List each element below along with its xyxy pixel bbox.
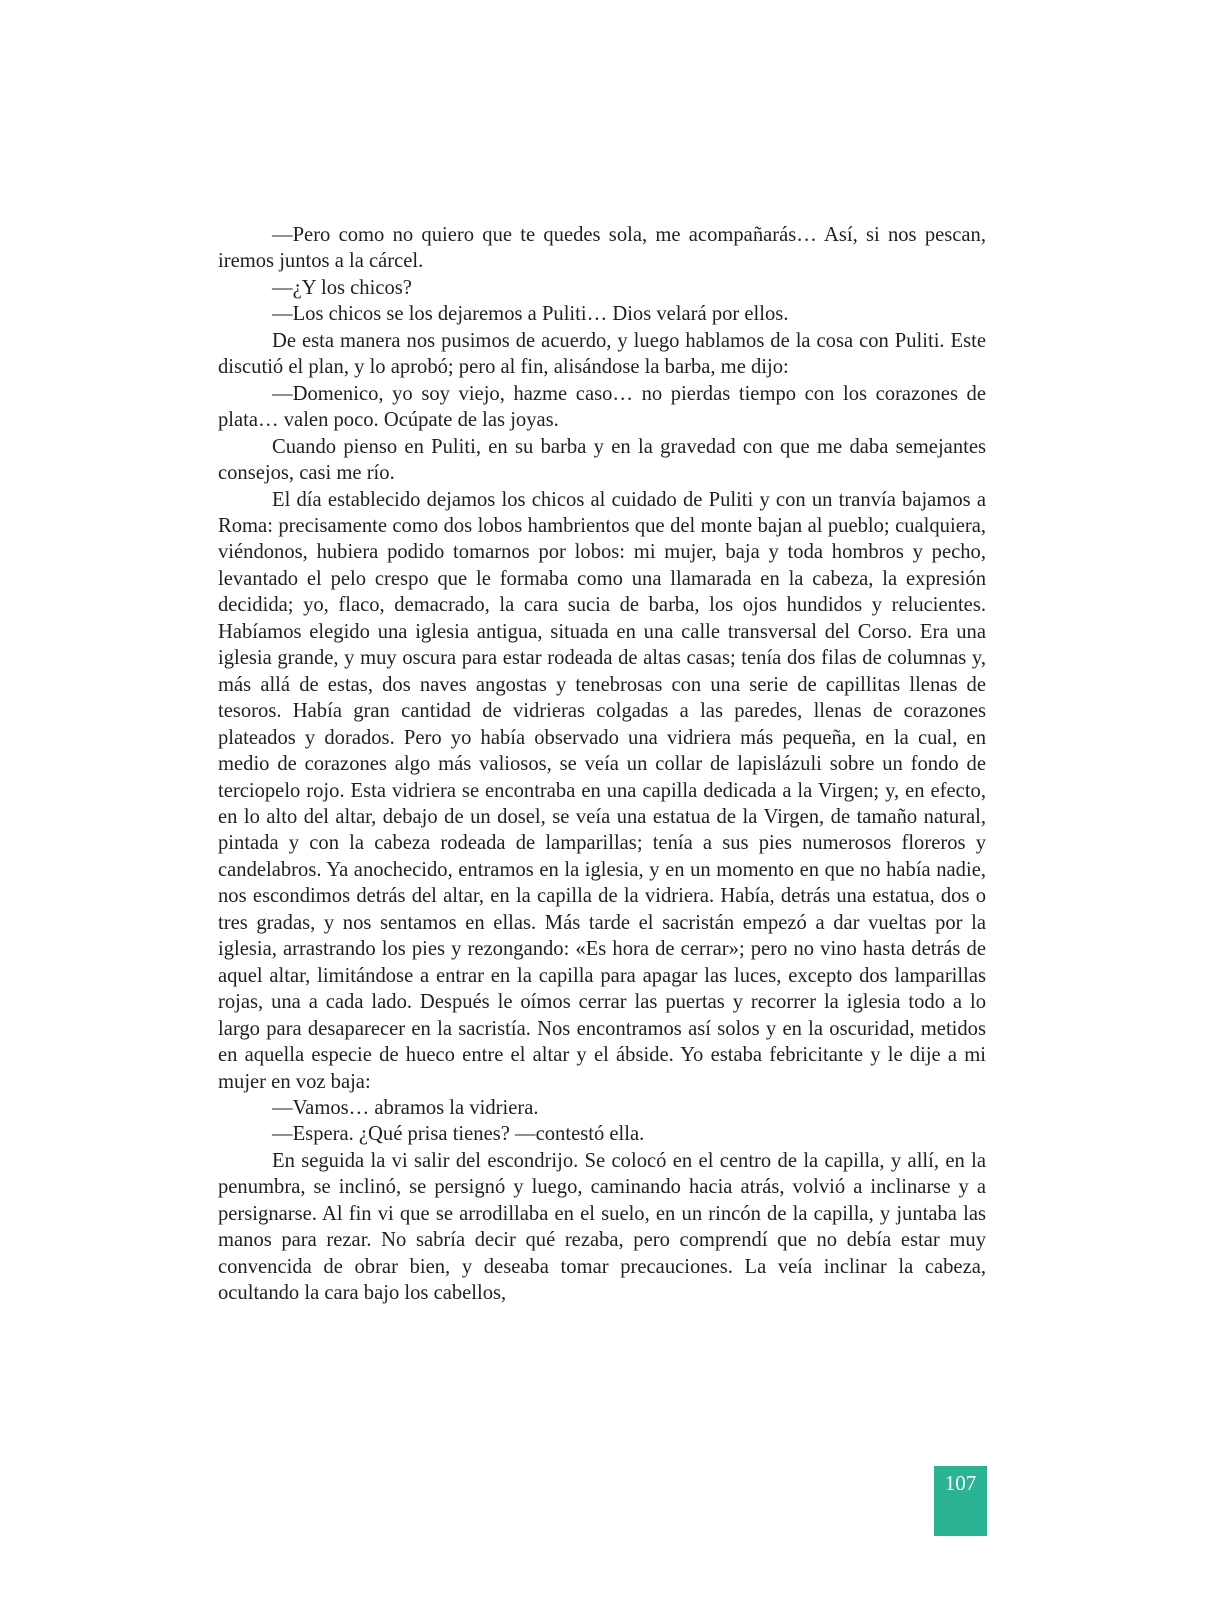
- paragraph: —Domenico, yo soy viejo, hazme caso… no pierdas tiempo con los corazones de plata… valen poco. Ocúpate de las joyas.: [218, 382, 986, 432]
- page-number: 107: [944, 1471, 977, 1495]
- paragraph: —¿Y los chicos?: [272, 276, 412, 299]
- page-number-badge: [934, 1466, 987, 1536]
- paragraph: Cuando pienso en Puliti, en su barba y en la gravedad con que me daba semejantes consejos, casi me río.: [218, 435, 986, 485]
- paragraph: —Pero como no quiero que te quedes sola, me acompañarás… Así, si nos pescan, iremos juntos a la cárcel.: [218, 224, 986, 273]
- paragraph: —Vamos… abramos la vidriera.: [272, 1096, 539, 1119]
- body-text: [218, 222, 986, 1307]
- paragraph: El día establecido dejamos los chicos al cuidado de Puliti y con un tranvía bajamos a Roma: precisamente como dos lobos hambrientos que del monte bajan al pueblo; cualquiera, viéndonos, hubiera podido tomarnos por lobos: mi mujer, baja y toda hombros y pecho, levantado el pelo crespo que le formaba como una llamarada en la cabeza, la expresión decidida; yo, flaco, demacrado, la cara sucia de barba, los ojos hundidos y relucientes. Habíamos elegido una iglesia antigua, situada en una calle transversal del Corso. Era una iglesia grande, y muy oscura para estar rodeada de altas casas; tenía dos filas de columnas y, más allá de estas, dos naves angostas y tenebrosas con una serie de capillitas llenas de tesoros. Había gran cantidad de vidrieras colgadas a las paredes, llenas de corazones plateados y dorados. Pero yo había observado una vidriera más pequeña, en la cual, en medio de corazones algo más valiosos, se veía un collar de lapislázuli sobre un fondo de terciopelo rojo. Esta vidriera se encontraba en una capilla dedicada a la Virgen; y, en efecto, en lo alto del altar, debajo de un dosel, se veía una estatua de la Virgen, de tamaño natural, pintada y con la cabeza rodeada de lamparillas; tenía a sus pies numerosos floreros y candelabros. Ya anochecido, entramos en la iglesia, y en un momento en que no había nadie, nos escondimos detrás del altar, en la capilla de la vidriera. Había, detrás una estatua, dos o tres gradas, y nos sentamos en ellas. Más tarde el sacristán empezó a dar vueltas por la iglesia, arrastrando los pies y rezongando: «Es hora de cerrar»; pero no vino hasta detrás de aquel altar, limitándose a entrar en la capilla para apagar las luces, excepto dos lamparillas rojas, una a cada lado. Después le oímos cerrar las puertas y recorrer la iglesia todo a lo largo para desaparecer en la sacristía. Nos encontramos así solos y en la oscuridad, metidos en aquella especie de hueco entre el altar y el ábside. Yo estaba febricitante y le dije a mi mujer en voz baja:: [218, 488, 986, 1093]
- paragraph: —Espera. ¿Qué prisa tienes? —contestó ella.: [272, 1123, 645, 1146]
- paragraph: De esta manera nos pusimos de acuerdo, y luego hablamos de la cosa con Puliti. Este discutió el plan, y lo aprobó; pero al fin, alisándose la barba, me dijo:: [218, 329, 986, 379]
- paragraph: —Los chicos se los dejaremos a Puliti… Dios velará por ellos.: [272, 303, 789, 326]
- paragraph: En seguida la vi salir del escondrijo. Se colocó en el centro de la capilla, y allí, en la penumbra, se inclinó, se persignó y luego, caminando hacia atrás, volvió a inclinarse y a persignarse. Al fin vi que se arrodillaba en el suelo, en un rincón de la capilla, y juntaba las manos para rezar. No sabría decir qué rezaba, pero comprendí que no debía estar muy convencida de obrar bien, y deseaba tomar precauciones. La veía inclinar la cabeza, ocultando la cara bajo los cabellos,: [218, 1149, 986, 1305]
